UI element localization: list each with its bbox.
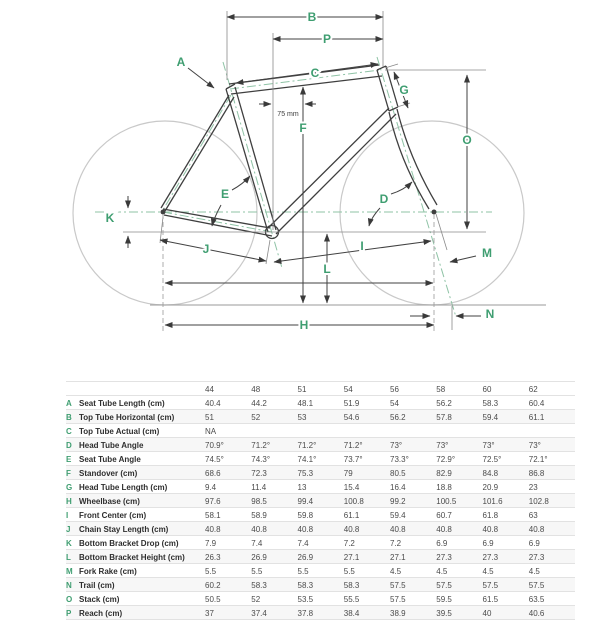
row-label-cell bbox=[66, 606, 205, 620]
value-cell: 54.6 bbox=[344, 410, 390, 424]
value-cell: 7.9 bbox=[205, 536, 251, 550]
row-label: Front Center (cm) bbox=[79, 510, 147, 520]
label-N: N bbox=[485, 307, 495, 321]
value-cell: 72.9° bbox=[436, 452, 482, 466]
value-cell bbox=[436, 424, 482, 438]
reference-lines bbox=[123, 11, 546, 332]
size-header-row bbox=[66, 382, 575, 396]
value-cell: 38.4 bbox=[344, 606, 390, 620]
value-cell: 6.9 bbox=[483, 536, 529, 550]
value-cell: 27.3 bbox=[529, 550, 575, 564]
value-cell: 61.1 bbox=[344, 508, 390, 522]
value-cell: 68.6 bbox=[205, 466, 251, 480]
value-cell: 7.2 bbox=[390, 536, 436, 550]
label-M: M bbox=[482, 246, 492, 260]
label-L: L bbox=[323, 262, 331, 276]
value-cell: 26.9 bbox=[298, 550, 344, 564]
value-cell: 37 bbox=[205, 606, 251, 620]
value-cell: 51 bbox=[205, 410, 251, 424]
value-cell: 39.5 bbox=[436, 606, 482, 620]
row-label-cell bbox=[66, 550, 205, 564]
row-label-cell bbox=[66, 522, 205, 536]
table-row bbox=[66, 592, 575, 606]
value-cell: 99.4 bbox=[298, 494, 344, 508]
value-cell: 27.3 bbox=[483, 550, 529, 564]
value-cell: 27.1 bbox=[390, 550, 436, 564]
table-row bbox=[66, 536, 575, 550]
label-P: P bbox=[322, 32, 332, 46]
value-cell: 60.2 bbox=[205, 578, 251, 592]
value-cell: 102.8 bbox=[529, 494, 575, 508]
value-cell: 52 bbox=[251, 410, 297, 424]
row-label-cell bbox=[66, 578, 205, 592]
label-B: B bbox=[307, 10, 317, 24]
geometry-table bbox=[66, 381, 575, 620]
row-label-cell bbox=[66, 480, 205, 494]
value-cell: 40.8 bbox=[205, 522, 251, 536]
row-label: Stack (cm) bbox=[79, 594, 120, 604]
table-row bbox=[66, 438, 575, 452]
value-cell: 4.5 bbox=[390, 564, 436, 578]
label-O: O bbox=[462, 133, 472, 147]
value-cell: 80.5 bbox=[390, 466, 436, 480]
value-cell: 5.5 bbox=[205, 564, 251, 578]
value-cell: 38.9 bbox=[390, 606, 436, 620]
value-cell: NA bbox=[205, 424, 251, 438]
label-I: I bbox=[360, 239, 364, 253]
value-cell bbox=[483, 424, 529, 438]
value-cell: 73° bbox=[483, 438, 529, 452]
value-cell: 40.8 bbox=[251, 522, 297, 536]
value-cell: 4.5 bbox=[529, 564, 575, 578]
size-col-header: 60 bbox=[483, 382, 529, 396]
value-cell: 61.5 bbox=[483, 592, 529, 606]
row-letter: D bbox=[66, 440, 72, 450]
size-col-header: 48 bbox=[251, 382, 297, 396]
row-label-cell bbox=[66, 508, 205, 522]
value-cell: 63 bbox=[529, 508, 575, 522]
row-label-cell bbox=[66, 466, 205, 480]
value-cell: 98.5 bbox=[251, 494, 297, 508]
value-cell: 40.8 bbox=[436, 522, 482, 536]
value-cell: 40 bbox=[483, 606, 529, 620]
row-letter: L bbox=[66, 552, 71, 562]
row-label-cell bbox=[66, 592, 205, 606]
value-cell: 56.2 bbox=[390, 410, 436, 424]
value-cell: 26.9 bbox=[251, 550, 297, 564]
geometry-table-body bbox=[66, 396, 575, 620]
value-cell: 101.6 bbox=[483, 494, 529, 508]
value-cell: 73° bbox=[529, 438, 575, 452]
value-cell: 4.5 bbox=[483, 564, 529, 578]
row-label-cell bbox=[66, 564, 205, 578]
value-cell: 74.5° bbox=[205, 452, 251, 466]
value-cell: 27.3 bbox=[436, 550, 482, 564]
value-cell: 79 bbox=[344, 466, 390, 480]
row-label-cell bbox=[66, 494, 205, 508]
value-cell: 72.5° bbox=[483, 452, 529, 466]
row-letter: H bbox=[66, 496, 72, 506]
value-cell: 100.8 bbox=[344, 494, 390, 508]
label-A: A bbox=[176, 55, 186, 69]
value-cell: 7.4 bbox=[298, 536, 344, 550]
value-cell: 6.9 bbox=[436, 536, 482, 550]
value-cell: 57.5 bbox=[390, 578, 436, 592]
value-cell: 59.4 bbox=[390, 508, 436, 522]
value-cell: 59.4 bbox=[483, 410, 529, 424]
row-letter: I bbox=[66, 510, 69, 520]
row-label-cell bbox=[66, 536, 205, 550]
value-cell: 57.8 bbox=[436, 410, 482, 424]
label-E: E bbox=[220, 187, 230, 201]
value-cell: 56.2 bbox=[436, 396, 482, 410]
table-row bbox=[66, 396, 575, 410]
size-col-header: 56 bbox=[390, 382, 436, 396]
row-label: Fork Rake (cm) bbox=[79, 566, 137, 576]
value-cell: 27.1 bbox=[344, 550, 390, 564]
label-C: C bbox=[310, 66, 320, 80]
value-cell: 58.3 bbox=[344, 578, 390, 592]
value-cell: 61.1 bbox=[529, 410, 575, 424]
value-cell: 18.8 bbox=[436, 480, 482, 494]
row-letter: E bbox=[66, 454, 72, 464]
label-F: F bbox=[299, 121, 307, 135]
value-cell: 11.4 bbox=[251, 480, 297, 494]
value-cell: 55.5 bbox=[344, 592, 390, 606]
value-cell: 15.4 bbox=[344, 480, 390, 494]
row-label: Top Tube Horizontal (cm) bbox=[79, 412, 175, 422]
table-row bbox=[66, 494, 575, 508]
value-cell: 58.3 bbox=[298, 578, 344, 592]
value-cell: 82.9 bbox=[436, 466, 482, 480]
label-J: J bbox=[202, 242, 210, 256]
table-row bbox=[66, 424, 575, 438]
value-cell: 40.4 bbox=[205, 396, 251, 410]
label-D: D bbox=[379, 192, 389, 206]
row-label: Wheelbase (cm) bbox=[79, 496, 140, 506]
value-cell: 53.5 bbox=[298, 592, 344, 606]
row-letter: A bbox=[66, 398, 72, 408]
row-label-cell bbox=[66, 410, 205, 424]
value-cell: 9.4 bbox=[205, 480, 251, 494]
value-cell: 74.3° bbox=[251, 452, 297, 466]
row-label: Chain Stay Length (cm) bbox=[79, 524, 169, 534]
value-cell: 71.2° bbox=[344, 438, 390, 452]
row-label: Trail (cm) bbox=[79, 580, 115, 590]
value-cell: 58.3 bbox=[251, 578, 297, 592]
value-cell: 97.6 bbox=[205, 494, 251, 508]
row-label: Head Tube Angle bbox=[79, 440, 144, 450]
value-cell: 26.3 bbox=[205, 550, 251, 564]
value-cell: 40.8 bbox=[529, 522, 575, 536]
value-cell: 70.9° bbox=[205, 438, 251, 452]
value-cell: 86.8 bbox=[529, 466, 575, 480]
value-cell: 71.2° bbox=[251, 438, 297, 452]
size-col-header: 44 bbox=[205, 382, 251, 396]
row-letter: N bbox=[66, 580, 72, 590]
value-cell: 40.8 bbox=[298, 522, 344, 536]
value-cell: 5.5 bbox=[344, 564, 390, 578]
value-cell: 51.9 bbox=[344, 396, 390, 410]
value-cell: 60.7 bbox=[436, 508, 482, 522]
row-letter: K bbox=[66, 538, 72, 548]
table-row bbox=[66, 466, 575, 480]
row-label: Top Tube Actual (cm) bbox=[79, 426, 160, 436]
table-row bbox=[66, 508, 575, 522]
table-row bbox=[66, 550, 575, 564]
value-cell: 40.6 bbox=[529, 606, 575, 620]
value-cell: 40.8 bbox=[344, 522, 390, 536]
value-cell: 44.2 bbox=[251, 396, 297, 410]
value-cell: 84.8 bbox=[483, 466, 529, 480]
value-cell: 7.4 bbox=[251, 536, 297, 550]
table-row bbox=[66, 564, 575, 578]
row-label: Reach (cm) bbox=[79, 608, 123, 618]
table-row bbox=[66, 522, 575, 536]
size-col-header: 54 bbox=[344, 382, 390, 396]
value-cell: 23 bbox=[529, 480, 575, 494]
value-cell: 48.1 bbox=[298, 396, 344, 410]
row-letter: C bbox=[66, 426, 72, 436]
value-cell: 40.8 bbox=[483, 522, 529, 536]
value-cell bbox=[390, 424, 436, 438]
size-col-header: 62 bbox=[529, 382, 575, 396]
size-col-header: 51 bbox=[298, 382, 344, 396]
label-K: K bbox=[105, 211, 115, 225]
value-cell: 59.5 bbox=[436, 592, 482, 606]
row-letter: G bbox=[66, 482, 73, 492]
value-cell: 5.5 bbox=[298, 564, 344, 578]
value-cell: 74.1° bbox=[298, 452, 344, 466]
value-cell: 54 bbox=[390, 396, 436, 410]
row-label: Seat Tube Length (cm) bbox=[79, 398, 165, 408]
value-cell bbox=[298, 424, 344, 438]
row-label: Seat Tube Angle bbox=[79, 454, 141, 464]
value-cell: 4.5 bbox=[436, 564, 482, 578]
row-letter: B bbox=[66, 412, 72, 422]
value-cell: 73.7° bbox=[344, 452, 390, 466]
table-row bbox=[66, 480, 575, 494]
value-cell: 73° bbox=[436, 438, 482, 452]
value-cell: 40.8 bbox=[390, 522, 436, 536]
value-cell bbox=[344, 424, 390, 438]
value-cell: 100.5 bbox=[436, 494, 482, 508]
value-cell: 59.8 bbox=[298, 508, 344, 522]
value-cell bbox=[529, 424, 575, 438]
value-cell: 60.4 bbox=[529, 396, 575, 410]
row-letter: F bbox=[66, 468, 71, 478]
value-cell: 57.5 bbox=[436, 578, 482, 592]
value-cell: 5.5 bbox=[251, 564, 297, 578]
size-col-header: 58 bbox=[436, 382, 482, 396]
value-cell bbox=[251, 424, 297, 438]
value-cell: 61.8 bbox=[483, 508, 529, 522]
row-label-cell bbox=[66, 438, 205, 452]
value-cell: 37.4 bbox=[251, 606, 297, 620]
row-letter: M bbox=[66, 566, 73, 576]
row-label-cell bbox=[66, 424, 205, 438]
table-row bbox=[66, 452, 575, 466]
value-cell: 50.5 bbox=[205, 592, 251, 606]
row-letter: J bbox=[66, 524, 71, 534]
value-cell: 7.2 bbox=[344, 536, 390, 550]
label-75mm: 75 mm bbox=[277, 111, 299, 118]
table-row bbox=[66, 606, 575, 620]
value-cell: 20.9 bbox=[483, 480, 529, 494]
value-cell: 72.1° bbox=[529, 452, 575, 466]
value-cell: 13 bbox=[298, 480, 344, 494]
row-label: Bottom Bracket Drop (cm) bbox=[79, 538, 179, 548]
value-cell: 52 bbox=[251, 592, 297, 606]
table-row bbox=[66, 410, 575, 424]
value-cell: 71.2° bbox=[298, 438, 344, 452]
value-cell: 6.9 bbox=[529, 536, 575, 550]
row-label-cell bbox=[66, 396, 205, 410]
dimension-letters bbox=[106, 10, 495, 332]
value-cell: 57.5 bbox=[529, 578, 575, 592]
value-cell: 37.8 bbox=[298, 606, 344, 620]
row-letter: P bbox=[66, 608, 72, 618]
value-cell: 57.5 bbox=[390, 592, 436, 606]
row-label-cell bbox=[66, 452, 205, 466]
table-row bbox=[66, 578, 575, 592]
value-cell: 73° bbox=[390, 438, 436, 452]
row-label: Standover (cm) bbox=[79, 468, 138, 478]
value-cell: 63.5 bbox=[529, 592, 575, 606]
label-H: H bbox=[299, 318, 309, 332]
value-cell: 58.9 bbox=[251, 508, 297, 522]
size-header-spacer bbox=[66, 382, 205, 396]
row-label: Bottom Bracket Height (cm) bbox=[79, 552, 185, 562]
row-letter: O bbox=[66, 594, 73, 604]
value-cell: 72.3 bbox=[251, 466, 297, 480]
centerlines bbox=[95, 57, 492, 317]
value-cell: 75.3 bbox=[298, 466, 344, 480]
value-cell: 58.1 bbox=[205, 508, 251, 522]
value-cell: 16.4 bbox=[390, 480, 436, 494]
value-cell: 99.2 bbox=[390, 494, 436, 508]
value-cell: 53 bbox=[298, 410, 344, 424]
label-G: G bbox=[399, 83, 409, 97]
value-cell: 58.3 bbox=[483, 396, 529, 410]
row-label: Head Tube Length (cm) bbox=[79, 482, 168, 492]
value-cell: 73.3° bbox=[390, 452, 436, 466]
value-cell: 57.5 bbox=[483, 578, 529, 592]
